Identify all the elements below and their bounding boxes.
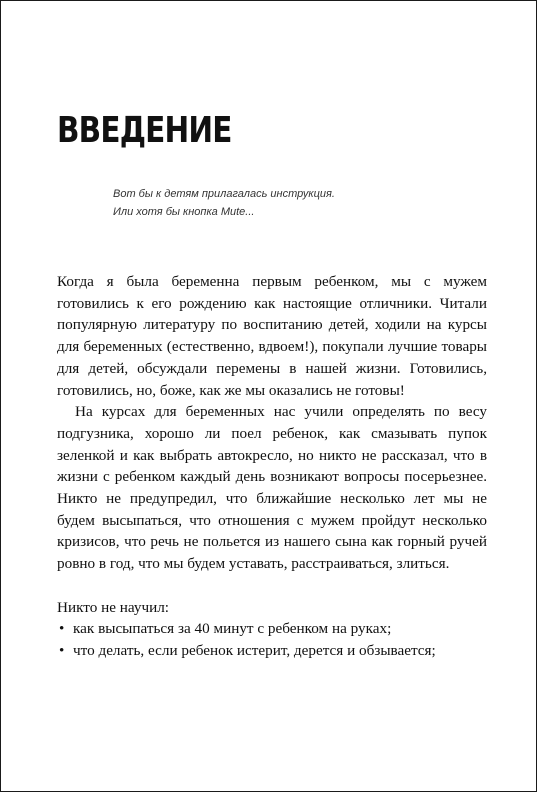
epigraph-line-1: Вот бы к детям прилагалась инструкция. bbox=[113, 188, 335, 200]
paragraph-1: Когда я была беременна первым ребенком, мы с мужем готовились к его рождению как настоящие отличники. Читали популярную литературу по воспитанию детей, ходили на курсы для беременных (естественно, вдвоем!), покупали лучшие товары для детей, обсуждали перемены в нашей жизни. Готовились, готовились, но, боже, как же мы оказались не готовы! bbox=[57, 273, 487, 399]
paragraph-gap bbox=[57, 575, 487, 597]
bullet-item-2-text: что делать, если ребенок истерит, дерется и обзывается; bbox=[73, 641, 436, 659]
paragraph-2: На курсах для беременных нас учили определять по весу подгузника, хорошо ли поел ребенок, как смазывать пупок зеленкой и как выбрать автокресло, но никто не рассказал, что в жизни с ребенком каждый день возникают вопросы посерьезнее. Никто не предупредил, что ближайшие несколько лет мы не будем высыпаться, что отношения с мужем пройдут несколько кризисов, что речь не польется из нашего сына как горный ручей ровно в год, что мы будем уставать, расстраиваться, злиться. bbox=[57, 403, 487, 573]
bullet-icon: • bbox=[59, 620, 65, 638]
body-text bbox=[57, 271, 487, 662]
bullet-icon: • bbox=[59, 641, 65, 659]
bullet-list bbox=[57, 618, 487, 661]
epigraph bbox=[113, 185, 473, 221]
chapter-heading: ВВЕДЕНИЕ bbox=[57, 110, 232, 151]
epigraph-line-2: Или хотя бы кнопка Mute... bbox=[113, 206, 255, 218]
bullet-item-1-text: как высыпаться за 40 минут с ребенком на руках; bbox=[73, 620, 392, 638]
bullet-item-1 bbox=[57, 618, 487, 640]
list-intro: Никто не научил: bbox=[57, 598, 170, 616]
bullet-item-2 bbox=[57, 640, 487, 662]
